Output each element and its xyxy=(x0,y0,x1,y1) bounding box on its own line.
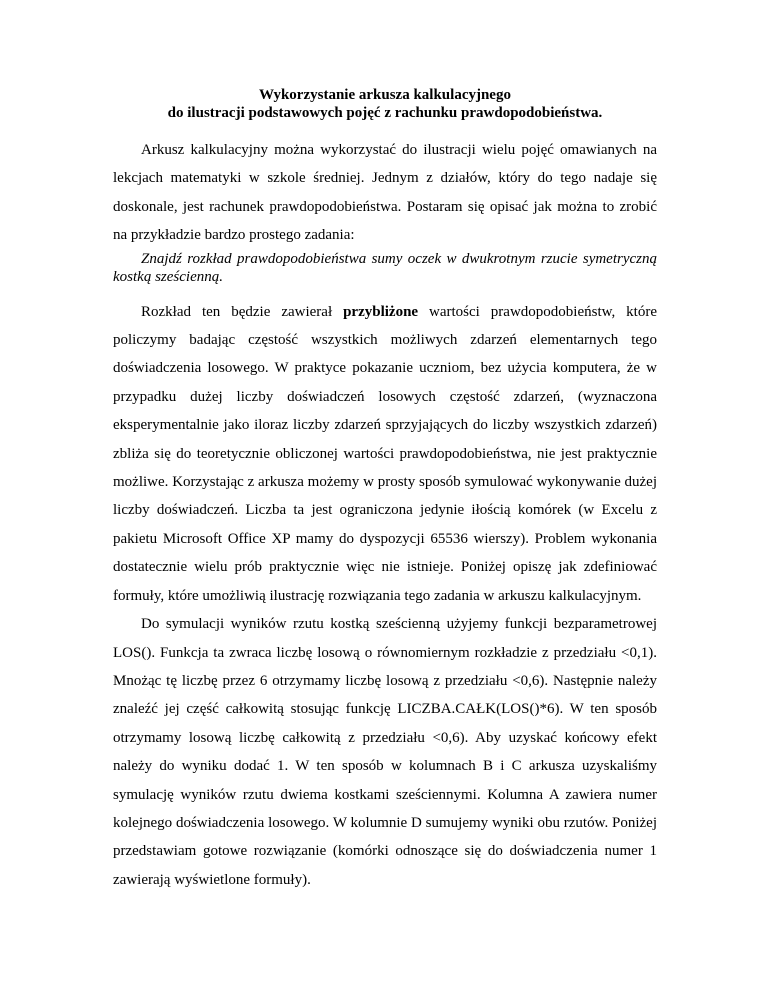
paragraph-approximation xyxy=(113,298,657,610)
task-statement: Znajdź rozkład prawdopodobieństwa sumy oczek w dwukrotnym rzucie symetryczną kostką sześcienną. xyxy=(113,250,657,285)
bold-term: przybliżone xyxy=(343,303,419,320)
paragraph-approximation-start: Rozkład ten będzie zawierał xyxy=(141,303,344,320)
title-line-2: do ilustracji podstawowych pojęć z rachunku prawdopodobieństwa. xyxy=(167,105,603,121)
document-page xyxy=(113,86,657,894)
paragraph-simulation: Do symulacji wyników rzutu kostką sześcienną użyjemy funkcji bezparametrowej LOS(). Funkcja ta zwraca liczbę losową o równomiernym rozkładzie z przedziału <0,1). Mnożąc tę liczbę przez 6 otrzymamy liczbę losową z przedziału <0,6). Następnie należy znaleźć jej część całkowitą stosując funkcję LICZBA.CAŁK(LOS()*6). W ten sposób otrzymamy losową liczbę całkowitą z przedziału <0,6). Aby uzyskać końcowy efekt należy do wyniku dodać 1. W ten sposób w kolumnach B i C arkusza uzyskaliśmy symulację wyników rzutu dwiema kostkami sześciennymi. Kolumna A zawiera numer kolejnego doświadczenia losowego. W kolumnie D sumujemy wyniki obu rzutów. Poniżej przedstawiam gotowe rozwiązanie (komórki odnoszące się do doświadczenia numer 1 zawierają wyświetlone formuły). xyxy=(113,616,657,888)
paragraph-intro: Arkusz kalkulacyjny można wykorzystać do ilustracji wielu pojęć omawianych na lekcjach matematyki w szkole średniej. Jednym z działów, który do tego nadaje się doskonale, jest rachunek prawdopodobieństwa. Postaram się opisać jak można to zrobić na przykładzie bardzo prostego zadania: xyxy=(113,142,657,244)
document-title xyxy=(113,86,657,122)
title-line-1: Wykorzystanie arkusza kalkulacyjnego xyxy=(259,87,511,103)
paragraph-approximation-rest: wartości prawdopodobieństw, które policzymy badając częstość wszystkich możliwych zdarzeń elementarnych tego doświadczenia losowego. W praktyce pokazanie uczniom, bez użycia komputera, że w przypadku dużej liczby doświadczeń losowych częstość zdarzeń, (wyznaczona eksperymentalnie jako iloraz liczby zdarzeń sprzyjających do liczby wszystkich zdarzeń) zbliża się do teoretycznie obliczonej wartości prawdopodobieństwa, nie jest praktycznie możliwe. Korzystając z arkusza możemy w prosty sposób symulować wykonywanie dużej liczby doświadczeń. Liczba ta jest ograniczona jedynie iłością komórek (w Excelu z pakietu Microsoft Office XP mamy do dyspozycji 65536 wierszy). Problem wykonania dostatecznie wielu prób praktycznie więc nie istnieje. Poniżej opiszę jak zdefiniować formuły, które umożliwią ilustrację rozwiązania tego zadania w arkuszu kalkulacyjnym. xyxy=(113,303,658,604)
